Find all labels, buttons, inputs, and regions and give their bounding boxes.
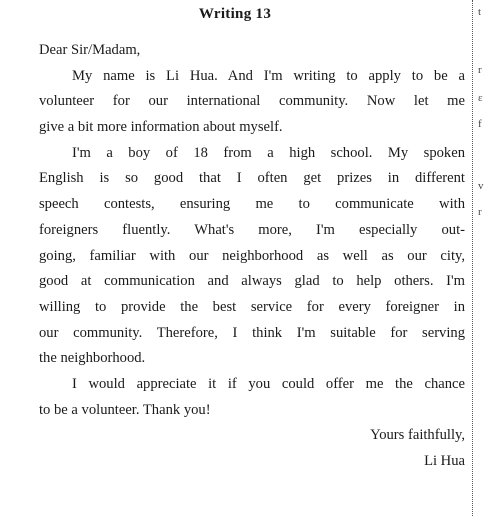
closing: Yours faithfully,: [370, 427, 465, 444]
letter-line: My name is Li Hua. And I'm writing to apply to be a: [72, 67, 465, 84]
letter-line: willing to provide the best service for every foreigner in: [39, 298, 465, 315]
letter-line: to be a volunteer. Thank you!: [39, 401, 211, 418]
salutation: Dear Sir/Madam,: [39, 42, 141, 58]
letter-line: the neighborhood.: [39, 350, 146, 367]
letter-line: English is so good that I often get prizes in different: [39, 170, 465, 187]
letter-line: going, familiar with our neighborhood as well as our city,: [39, 247, 465, 264]
margin-dotted-rule: [472, 0, 473, 516]
document-title: Writing 13: [198, 6, 272, 22]
edge-glyph: r: [478, 64, 482, 76]
edge-glyph: r: [478, 206, 482, 218]
letter-line: give a bit more information about myself.: [39, 119, 283, 136]
letter-line: our community. Therefore, I think I'm suitable for serving: [39, 324, 465, 341]
letter-line: I'm a boy of 18 from a high school. My spoken: [72, 144, 465, 161]
letter-line: good at communication and always glad to help others. I'm: [39, 273, 465, 290]
edge-glyph: t: [478, 6, 482, 18]
edge-glyph: f: [478, 118, 482, 130]
edge-glyph: ε: [478, 92, 483, 104]
letter-line: foreigners fluently. What's more, I'm especially out-: [39, 221, 465, 238]
edge-glyph: v: [478, 180, 484, 192]
letter-paragraphs: [39, 64, 465, 424]
signature: Li Hua: [424, 453, 465, 469]
letter-line: speech contests, ensuring me to communicate with: [39, 196, 465, 213]
letter-body: [39, 38, 465, 475]
letter-line: I would appreciate it if you could offer me the chance: [72, 375, 465, 392]
letter-line: volunteer for our international community. Now let me: [39, 93, 465, 110]
